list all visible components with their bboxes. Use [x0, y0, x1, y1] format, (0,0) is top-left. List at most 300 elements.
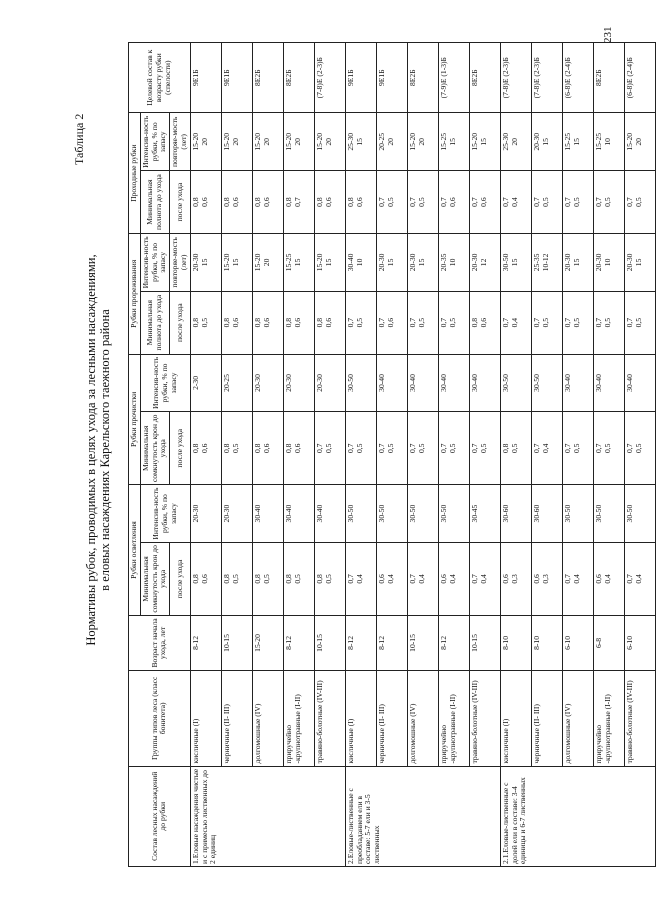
cell-cleaning-intensity: 20-30 — [314, 354, 345, 412]
cell-thinning-density-value: 0,4 — [509, 317, 519, 328]
cell-passing-intensity-value: 15 — [540, 138, 550, 146]
cell-clearing-crown — [469, 542, 500, 615]
header-cleaning: Рубки прочистки — [129, 354, 141, 485]
cell-passing-density-value: 0,5 — [633, 197, 643, 207]
cell-passing-density — [252, 171, 283, 234]
cell-passing-density — [407, 171, 438, 234]
cell-thinning-density — [345, 291, 376, 354]
header-thinning-density: Минимальная полнота до ухода — [140, 291, 169, 354]
cell-thinning-density-value: 0,7 — [500, 317, 510, 328]
cell-group: приручейно -крупнотравные (I-II) — [438, 671, 469, 766]
cell-thinning-density-value: 0,8 — [190, 317, 200, 328]
header-clearing: Рубки осветления — [129, 485, 141, 616]
cell-passing-intensity-value: 15-20 — [252, 132, 262, 151]
cell-passing-intensity-value: 15 — [354, 138, 364, 146]
cell-clearing-crown-value: 0,7 — [345, 574, 355, 584]
cell-thinning-intensity — [190, 234, 221, 292]
header-repeat-2: повторяе-мость (лет) — [170, 113, 191, 171]
cell-clearing-crown — [624, 542, 655, 615]
cell-passing-intensity — [221, 113, 252, 171]
cell-thinning-density — [531, 291, 562, 354]
cell-thinning-density-value: 0,5 — [447, 317, 457, 328]
table-row — [407, 43, 438, 867]
cell-clearing-intensity: 30-60 — [500, 485, 531, 543]
norms-table — [128, 42, 656, 867]
cell-thinning-intensity-value: 20-30 — [376, 253, 386, 272]
cell-passing-density-value: 0,8 — [190, 197, 200, 207]
cell-thinning-intensity-value: 20 — [261, 258, 271, 267]
cell-thinning-intensity-value: 20-30 — [562, 253, 572, 272]
cell-cleaning-intensity: 30-40 — [593, 354, 624, 412]
cell-passing-intensity — [500, 113, 531, 171]
cell-thinning-intensity — [469, 234, 500, 292]
cell-thinning-intensity-value: 15-25 — [283, 253, 293, 272]
cell-cleaning-crown-value: 0,5 — [633, 443, 643, 454]
cell-thinning-density-value: 0,6 — [230, 317, 240, 328]
cell-passing-intensity — [562, 113, 593, 171]
cell-passing-density — [314, 171, 345, 234]
header-passing-intensity: Интенсив-ность рубки, % по запасу — [140, 113, 169, 171]
cell-cleaning-crown-value: 0,7 — [562, 443, 572, 454]
header-clearing-intensity: Интенсив-ность рубки, % по запасу — [140, 485, 190, 543]
cell-thinning-intensity-value: 20-30 — [469, 253, 479, 272]
cell-thinning-intensity-value: 15-20 — [314, 253, 324, 272]
cell-passing-density-value: 0,6 — [478, 197, 488, 207]
cell-cleaning-crown-value: 0,4 — [540, 443, 550, 454]
cell-thinning-intensity-value: 15-20 — [221, 253, 231, 272]
cell-cleaning-crown-value: 0,7 — [376, 443, 386, 454]
cell-thinning-density — [500, 291, 531, 354]
cell-thinning-density — [469, 291, 500, 354]
cell-cleaning-crown-value: 0,8 — [252, 443, 262, 454]
cell-thinning-density-value: 0,7 — [376, 317, 386, 328]
cell-thinning-density-value: 0,7 — [345, 317, 355, 328]
cell-thinning-density-value: 0,5 — [416, 317, 426, 328]
cell-cleaning-crown-value: 0,5 — [323, 443, 333, 454]
cell-thinning-density-value: 0,7 — [407, 317, 417, 328]
cell-target: (7-8)Е (2-3)Б — [500, 43, 531, 113]
header-group: Группы типов леса (класс бонитета) — [129, 671, 191, 766]
cell-cleaning-crown-value: 0,8 — [221, 443, 231, 454]
cell-cleaning-crown-value: 0,5 — [230, 443, 240, 454]
cell-thinning-density-value: 0,7 — [531, 317, 541, 328]
cell-age: 10-15 — [407, 615, 438, 670]
cell-thinning-density — [624, 291, 655, 354]
cell-cleaning-crown-value: 0,5 — [416, 443, 426, 454]
cell-clearing-crown-value: 0,7 — [407, 574, 417, 584]
cell-thinning-intensity-value: 15 — [509, 258, 519, 267]
cell-passing-intensity-value: 20-30 — [531, 132, 541, 151]
cell-cleaning-crown — [624, 412, 655, 485]
cell-cleaning-intensity: 30-40 — [562, 354, 593, 412]
cell-passing-density — [624, 171, 655, 234]
cell-target: (7-8)Е (2-3)Б — [314, 43, 345, 113]
cell-clearing-crown-value: 0,8 — [252, 574, 262, 584]
cell-clearing-crown-value: 0,6 — [500, 574, 510, 584]
cell-group: долгомошные (IV) — [562, 671, 593, 766]
cell-cleaning-crown — [345, 412, 376, 485]
cell-target: 8Е2Б — [283, 43, 314, 113]
cell-cleaning-crown — [221, 412, 252, 485]
cell-passing-intensity-value: 15-25 — [593, 132, 603, 151]
cell-age: 8-10 — [500, 615, 531, 670]
cell-thinning-density-value: 0,8 — [221, 317, 231, 328]
cell-composition: 2.Еловые-лиственные с преобладанием ели в составе: 5-7 ели и 3-5 лиственных — [345, 766, 500, 866]
cell-thinning-intensity-value: 10 — [602, 258, 612, 267]
cell-cleaning-intensity: 30-50 — [531, 354, 562, 412]
cell-thinning-intensity-value: 15 — [323, 258, 333, 267]
cell-thinning-intensity-value: 12 — [478, 258, 488, 267]
cell-cleaning-intensity: 30-50 — [500, 354, 531, 412]
cell-target: 9Е1Б — [376, 43, 407, 113]
cell-thinning-density-value: 0,5 — [540, 317, 550, 328]
cell-cleaning-intensity: 30-50 — [345, 354, 376, 412]
cell-thinning-density — [438, 291, 469, 354]
cell-thinning-intensity — [531, 234, 562, 292]
table-row — [190, 43, 221, 867]
cell-passing-density-value: 0,5 — [540, 197, 550, 207]
cell-group: травяно-болотные (IV-III) — [314, 671, 345, 766]
cell-target: 8Е2Б — [252, 43, 283, 113]
cell-clearing-crown — [221, 542, 252, 615]
cell-passing-density-value: 0,7 — [624, 197, 634, 207]
header-repeat-1: повторяе-мость (лет) — [170, 234, 191, 292]
cell-target: 9Е1Б — [221, 43, 252, 113]
cell-passing-density-value: 0,7 — [469, 197, 479, 207]
cell-thinning-intensity-value: 10 — [447, 258, 457, 267]
cell-group: травяно-болотные (IV-III) — [469, 671, 500, 766]
cell-cleaning-crown-value: 0,5 — [602, 443, 612, 454]
cell-thinning-density-value: 0,8 — [469, 317, 479, 328]
page-number: 231 — [602, 26, 614, 43]
cell-clearing-crown — [500, 542, 531, 615]
cell-group: черничные (II- III) — [376, 671, 407, 766]
cell-cleaning-crown — [593, 412, 624, 485]
cell-thinning-intensity-value: 30-50 — [500, 253, 510, 272]
cell-clearing-crown — [345, 542, 376, 615]
cell-clearing-crown-value: 0,7 — [469, 574, 479, 584]
cell-thinning-intensity — [438, 234, 469, 292]
cell-clearing-intensity: 30-50 — [562, 485, 593, 543]
cell-thinning-intensity — [562, 234, 593, 292]
cell-target: (7-9)Е (1-3)Б — [438, 43, 469, 113]
cell-clearing-crown-value: 0,4 — [602, 574, 612, 584]
cell-passing-intensity-value: 15-25 — [562, 132, 572, 151]
cell-cleaning-crown-value: 0,7 — [469, 443, 479, 454]
cell-thinning-density — [314, 291, 345, 354]
cell-passing-density-value: 0,6 — [261, 197, 271, 207]
cell-age: 8-12 — [345, 615, 376, 670]
cell-clearing-intensity: 30-50 — [593, 485, 624, 543]
cell-thinning-intensity-value: 25-35 — [531, 253, 541, 272]
table-title — [84, 90, 112, 810]
cell-passing-density — [190, 171, 221, 234]
cell-thinning-density — [190, 291, 221, 354]
cell-cleaning-crown-value: 0,5 — [571, 443, 581, 454]
cell-cleaning-intensity: 30-40 — [624, 354, 655, 412]
cell-clearing-intensity: 30-60 — [531, 485, 562, 543]
cell-clearing-crown-value: 0,4 — [571, 574, 581, 584]
cell-thinning-intensity — [252, 234, 283, 292]
header-age: Возраст начала ухода, лет — [129, 615, 191, 670]
cell-thinning-density-value: 0,8 — [252, 317, 262, 328]
cell-passing-density-value: 0,7 — [531, 197, 541, 207]
cell-clearing-intensity: 30-50 — [345, 485, 376, 543]
cell-passing-intensity — [593, 113, 624, 171]
cell-passing-intensity-value: 25-30 — [500, 132, 510, 151]
cell-thinning-intensity-value: 20-35 — [438, 253, 448, 272]
cell-age: 6-10 — [562, 615, 593, 670]
cell-passing-intensity-value: 15-20 — [624, 132, 634, 151]
cell-cleaning-crown-value: 0,8 — [190, 443, 200, 454]
cell-passing-intensity-value: 10 — [602, 138, 612, 146]
cell-cleaning-crown — [562, 412, 593, 485]
cell-age: 10-15 — [221, 615, 252, 670]
cell-cleaning-intensity: 30-40 — [407, 354, 438, 412]
cell-clearing-crown — [376, 542, 407, 615]
header-after-4: после ухода — [170, 171, 191, 234]
cell-passing-intensity — [531, 113, 562, 171]
cell-target: 8Е2Б — [593, 43, 624, 113]
cell-passing-density — [593, 171, 624, 234]
cell-thinning-density-value: 0,8 — [283, 317, 293, 328]
cell-passing-intensity-value: 15 — [571, 138, 581, 146]
cell-clearing-crown-value: 0,5 — [230, 574, 240, 584]
cell-passing-density-value: 0,5 — [416, 197, 426, 207]
cell-thinning-density — [252, 291, 283, 354]
cell-cleaning-intensity: 30-40 — [438, 354, 469, 412]
cell-passing-intensity-value: 20 — [385, 138, 395, 146]
cell-cleaning-crown-value: 0,6 — [292, 443, 302, 454]
cell-target: 9Е1Б — [190, 43, 221, 113]
table-row — [283, 43, 314, 867]
cell-clearing-intensity: 20-30 — [190, 485, 221, 543]
cell-passing-intensity-value: 15-20 — [314, 132, 324, 151]
cell-age: 8-12 — [376, 615, 407, 670]
cell-thinning-intensity-value: 20-30 — [190, 253, 200, 272]
cell-cleaning-intensity: 20-30 — [252, 354, 283, 412]
cell-group: кисличные (I) — [500, 671, 531, 766]
cell-thinning-density — [221, 291, 252, 354]
cell-passing-intensity-value: 20 — [509, 138, 519, 146]
cell-passing-density-value: 0,6 — [447, 197, 457, 207]
cell-target: 8Е2Б — [469, 43, 500, 113]
cell-thinning-intensity-value: 15 — [199, 258, 209, 267]
cell-cleaning-crown — [283, 412, 314, 485]
cell-thinning-density — [376, 291, 407, 354]
cell-clearing-crown — [593, 542, 624, 615]
cell-thinning-density-value: 0,6 — [261, 317, 271, 328]
cell-thinning-density-value: 0,5 — [571, 317, 581, 328]
cell-group: долгомошные (IV) — [252, 671, 283, 766]
cell-group: травяно-болотные (IV-III) — [624, 671, 655, 766]
cell-passing-intensity — [345, 113, 376, 171]
cell-clearing-intensity: 30-50 — [407, 485, 438, 543]
cell-cleaning-crown — [190, 412, 221, 485]
cell-clearing-crown-value: 0,5 — [261, 574, 271, 584]
cell-passing-density-value: 0,7 — [438, 197, 448, 207]
cell-clearing-crown-value: 0,8 — [221, 574, 231, 584]
cell-thinning-density — [562, 291, 593, 354]
cell-age: 15-20 — [252, 615, 283, 670]
cell-age: 10-15 — [314, 615, 345, 670]
cell-passing-density — [283, 171, 314, 234]
cell-passing-intensity-value: 15-20 — [407, 132, 417, 151]
table-row — [221, 43, 252, 867]
cell-passing-density — [345, 171, 376, 234]
cell-thinning-density-value: 0,8 — [314, 317, 324, 328]
cell-thinning-density-value: 0,6 — [323, 317, 333, 328]
cell-passing-intensity — [407, 113, 438, 171]
cell-passing-density — [500, 171, 531, 234]
cell-thinning-density — [407, 291, 438, 354]
header-clearing-crown: Минимальная сомкнутость крон до ухода — [140, 542, 169, 615]
header-thinning-intensity: Интенсив-ность рубки, % по запасу — [140, 234, 169, 292]
cell-passing-intensity-value: 20 — [633, 138, 643, 146]
cell-cleaning-crown-value: 0,5 — [478, 443, 488, 454]
cell-group: долгомошные (IV) — [407, 671, 438, 766]
cell-passing-density-value: 0,8 — [283, 197, 293, 207]
header-cleaning-crown: Минимальная сомкнутость крон до ухода — [140, 412, 169, 485]
cell-cleaning-crown — [531, 412, 562, 485]
cell-thinning-intensity-value: 15 — [416, 258, 426, 267]
cell-thinning-intensity-value: 15-20 — [252, 253, 262, 272]
cell-passing-intensity-value: 25-30 — [345, 132, 355, 151]
cell-passing-intensity-value: 15-20 — [283, 132, 293, 151]
cell-clearing-crown-value: 0,4 — [354, 574, 364, 584]
cell-clearing-intensity: 20-30 — [221, 485, 252, 543]
cell-cleaning-crown-value: 0,5 — [385, 443, 395, 454]
header-passing-density: Минимальная полнота до ухода — [140, 171, 169, 234]
table-row — [252, 43, 283, 867]
cell-cleaning-crown-value: 0,5 — [354, 443, 364, 454]
cell-passing-density — [531, 171, 562, 234]
cell-cleaning-crown — [252, 412, 283, 485]
cell-passing-intensity-value: 20 — [261, 138, 271, 146]
cell-group: приручейно -крупнотравные (I-II) — [593, 671, 624, 766]
cell-passing-density — [438, 171, 469, 234]
cell-cleaning-crown-value: 0,7 — [593, 443, 603, 454]
title-line-1: Нормативы рубок, проводимых в целях ухода за лесными насаждениями, — [84, 254, 98, 646]
cell-passing-density-value: 0,4 — [509, 197, 519, 207]
cell-clearing-crown-value: 0,6 — [376, 574, 386, 584]
cell-cleaning-crown-value: 0,8 — [500, 443, 510, 454]
cell-cleaning-crown — [469, 412, 500, 485]
cell-cleaning-crown-value: 0,5 — [447, 443, 457, 454]
cell-age: 8-10 — [531, 615, 562, 670]
cell-cleaning-crown-value: 0,7 — [531, 443, 541, 454]
cell-passing-intensity — [314, 113, 345, 171]
cell-clearing-crown — [252, 542, 283, 615]
cell-target: (7-8)Е (2-3)Б — [531, 43, 562, 113]
cell-thinning-density-value: 0,6 — [292, 317, 302, 328]
cell-age: 8-12 — [438, 615, 469, 670]
table-row — [531, 43, 562, 867]
cell-thinning-intensity — [500, 234, 531, 292]
cell-thinning-intensity-value: 30-40 — [345, 253, 355, 272]
cell-clearing-crown-value: 0,6 — [593, 574, 603, 584]
cell-thinning-intensity-value: 10-12 — [540, 253, 550, 272]
cell-cleaning-crown-value: 0,5 — [509, 443, 519, 454]
cell-passing-intensity-value: 15 — [447, 138, 457, 146]
cell-cleaning-intensity: 30-40 — [469, 354, 500, 412]
cell-thinning-intensity-value: 15 — [633, 258, 643, 267]
cell-passing-density-value: 0,5 — [385, 197, 395, 207]
cell-clearing-crown — [562, 542, 593, 615]
cell-passing-intensity-value: 20 — [323, 138, 333, 146]
cell-passing-intensity-value: 15-25 — [438, 132, 448, 151]
cell-passing-density-value: 0,7 — [292, 197, 302, 207]
cell-passing-intensity-value: 20 — [230, 138, 240, 146]
cell-cleaning-intensity: 2-30 — [190, 354, 221, 412]
cell-thinning-density-value: 0,7 — [562, 317, 572, 328]
header-target: Целевой состав к возрасту рубки (спелости) — [129, 43, 191, 113]
cell-cleaning-intensity: 20-25 — [221, 354, 252, 412]
header-after-3: после ухода — [170, 291, 191, 354]
cell-cleaning-crown — [407, 412, 438, 485]
cell-cleaning-crown-value: 0,7 — [345, 443, 355, 454]
cell-passing-density-value: 0,8 — [252, 197, 262, 207]
cell-clearing-intensity: 30-40 — [283, 485, 314, 543]
cell-composition: 2.1.Еловые-лиственные с долей ели в составе: 3-4 единицы и 6-7 лиственных — [500, 766, 655, 866]
cell-cleaning-crown-value: 0,6 — [199, 443, 209, 454]
cell-passing-density-value: 0,8 — [345, 197, 355, 207]
cell-age: 8-12 — [283, 615, 314, 670]
cell-passing-density-value: 0,7 — [500, 197, 510, 207]
cell-thinning-density-value: 0,7 — [438, 317, 448, 328]
cell-thinning-density-value: 0,7 — [624, 317, 634, 328]
cell-clearing-crown-value: 0,4 — [478, 574, 488, 584]
cell-passing-intensity-value: 20-25 — [376, 132, 386, 151]
cell-clearing-crown — [438, 542, 469, 615]
cell-clearing-crown-value: 0,3 — [509, 574, 519, 584]
cell-thinning-density-value: 0,6 — [478, 317, 488, 328]
cell-thinning-intensity — [407, 234, 438, 292]
cell-composition: 1.Еловые насаждения чистые и с примесью лиственных до 2 единиц — [190, 766, 345, 866]
cell-clearing-intensity: 30-45 — [469, 485, 500, 543]
table-body — [190, 43, 655, 867]
cell-cleaning-crown — [376, 412, 407, 485]
cell-cleaning-crown-value: 0,6 — [261, 443, 271, 454]
cell-passing-density — [221, 171, 252, 234]
cell-passing-density-value: 0,5 — [571, 197, 581, 207]
cell-passing-intensity-value: 15 — [478, 138, 488, 146]
cell-thinning-density-value: 0,7 — [593, 317, 603, 328]
title-line-2: в еловых насаждениях Карельского таежного района — [98, 309, 112, 591]
cell-cleaning-crown-value: 0,7 — [438, 443, 448, 454]
cell-cleaning-intensity: 30-40 — [376, 354, 407, 412]
table-number: Таблица 2 — [72, 113, 86, 165]
cell-thinning-intensity-value: 20-30 — [624, 253, 634, 272]
cell-clearing-crown — [407, 542, 438, 615]
cell-age: 6-10 — [624, 615, 655, 670]
cell-cleaning-crown — [314, 412, 345, 485]
cell-cleaning-intensity: 20-30 — [283, 354, 314, 412]
cell-group: приручейно -крупнотравные (I-II) — [283, 671, 314, 766]
cell-clearing-crown-value: 0,5 — [323, 574, 333, 584]
cell-clearing-crown-value: 0,8 — [314, 574, 324, 584]
cell-clearing-intensity: 30-50 — [624, 485, 655, 543]
cell-group: черничные (II- III) — [221, 671, 252, 766]
cell-passing-intensity-value: 15-20 — [221, 132, 231, 151]
cell-passing-intensity — [438, 113, 469, 171]
table-row — [593, 43, 624, 867]
cell-passing-intensity — [190, 113, 221, 171]
cell-clearing-intensity: 30-40 — [314, 485, 345, 543]
cell-passing-intensity-value: 15-20 — [469, 132, 479, 151]
cell-passing-intensity-value: 20 — [416, 138, 426, 146]
table-row — [345, 43, 376, 867]
